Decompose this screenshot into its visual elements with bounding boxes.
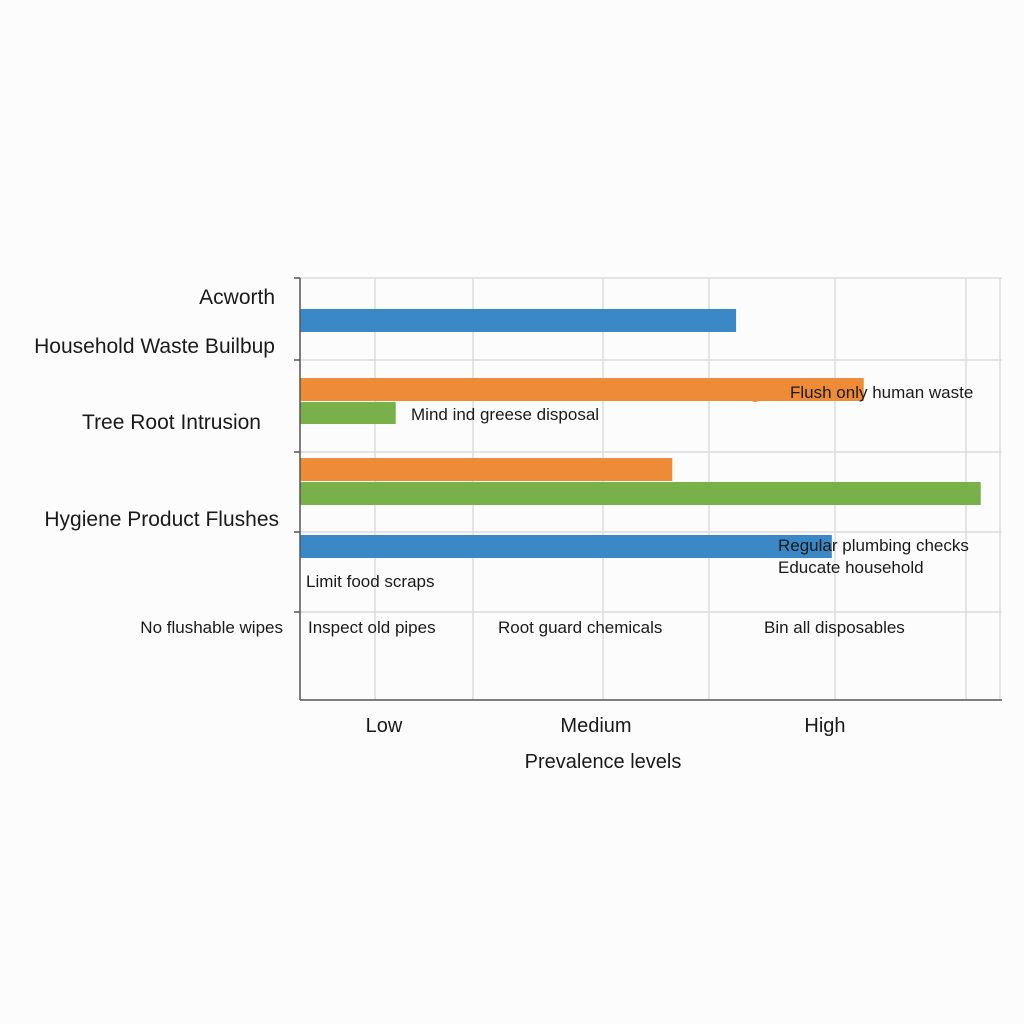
x-tick-label: Low bbox=[365, 715, 403, 737]
y-label-acworth: Acworth bbox=[199, 286, 275, 309]
annotation: Regular plumbing checks bbox=[778, 536, 969, 555]
x-tick-labels bbox=[366, 715, 846, 737]
bar-label: Mind ind greese disposal bbox=[411, 405, 600, 424]
x-axis-title: Prevalence levels bbox=[524, 751, 682, 773]
y-label-household-waste: Household Waste Builbup bbox=[34, 335, 275, 358]
bar-label: High bbox=[659, 312, 699, 333]
annotation: Bin all disposables bbox=[764, 618, 905, 637]
y-label-no-flushable-wipes: No flushable wipes bbox=[140, 618, 283, 637]
y-label-tree-root: Tree Root Intrusion bbox=[82, 411, 261, 434]
bar-5 bbox=[300, 535, 832, 558]
annotation: Limit food scraps bbox=[306, 572, 435, 591]
bar-2 bbox=[300, 402, 396, 424]
bar-label: High bbox=[732, 382, 772, 403]
annotation: Educate household bbox=[778, 558, 924, 577]
x-tick-label: High bbox=[804, 715, 846, 737]
bar-label: Marietta bbox=[548, 461, 617, 482]
bars bbox=[300, 309, 981, 558]
annotation: Inspect old pipes bbox=[308, 618, 436, 637]
annotation: Root guard chemicals bbox=[498, 618, 663, 637]
y-label-hygiene-product: Hygiene Product Flushes bbox=[44, 508, 279, 531]
x-tick-label: Medium bbox=[560, 715, 632, 737]
bar-label: High bbox=[920, 483, 960, 504]
bar-label: High bbox=[711, 538, 751, 559]
annotation: Flush only human waste bbox=[790, 383, 974, 402]
bar-1 bbox=[300, 378, 864, 401]
bar-4 bbox=[300, 482, 981, 505]
